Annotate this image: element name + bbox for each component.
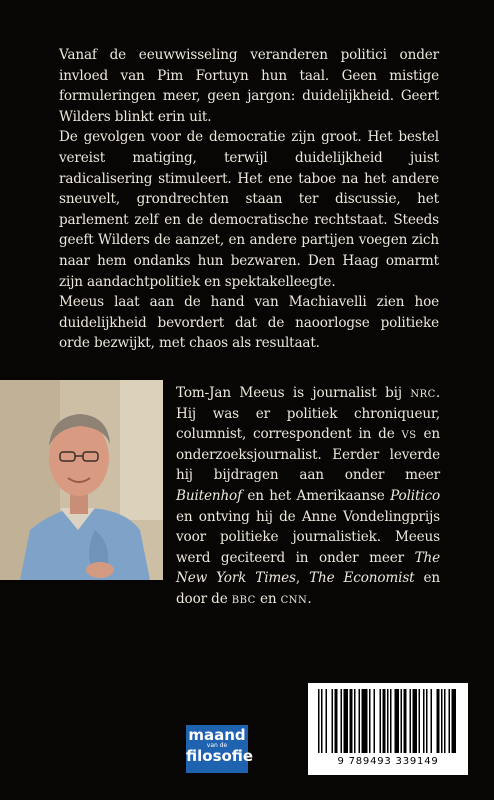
barcode-bar [374,689,376,753]
author-bio [176,383,440,610]
logo-line-1: maand [188,726,246,744]
barcode-bar [419,689,421,753]
barcode-bar [390,689,392,753]
isbn-barcode [308,683,468,775]
blurb-paragraph-3: Meeus laat aan de hand van Machiavelli zien hoe duidelijkheid bevordert dat de naoorlogse politieke orde bezwijkt, met chaos als resultaat. [59,294,439,352]
back-cover-blurb [59,45,439,354]
barcode-bar [326,689,328,753]
barcode-bar [441,689,443,753]
author-bio-text: Tom-Jan Meeus is journalist bij nrc. Hij was er politiek chroniqueur, columnist, correspondent in de vs en onderzoeksjournalist. Eerder leverde hij bijdragen aan onder meer Buitenhof en het Amerikaanse Politico en ontving hij de Anne Vondelingprijs voor politieke journalistiek. Meeus werd geciteerd in onder meer The New York Times, The Economist en door de bbc en cnn. [176,385,441,607]
barcode-bar [383,689,386,753]
logo-line-3: filosofie [186,747,254,765]
barcode-bar [449,689,451,753]
barcode-bars [318,689,458,753]
barcode-bar [413,689,418,753]
barcode-bar [444,689,446,753]
barcode-bar [350,689,353,753]
politico-title: Politico [390,487,440,504]
buitenhof-title: Buitenhof [176,487,242,504]
publisher-logo [186,725,254,773]
bbc-name: bbc [231,590,256,607]
barcode-bar [341,689,343,753]
barcode-bar [431,689,433,753]
nrc-name: nrc [410,385,436,401]
barcode-bar [359,689,361,753]
economist-title: The Economist [309,570,415,587]
barcode-bar [404,689,407,753]
barcode-bar [332,689,334,753]
isbn-number: 9 789493 339149 [337,756,439,767]
blurb-paragraph-2: De gevolgen voor de democratie zijn groot. Het bestel vereist matiging, terwijl duidelijkheid juist radicalisering stimuleert. Het ene taboe na het andere sneuvelt, grondrechten staan ter discussie, het parlement zelf en de democratische rechtstaat. Steeds geeft Wilders de aanzet, en andere partijen voegen zich naar hem ondanks hun bezwaren. Den Haag omarmt zijn aandachtpolitiek en spektakelleegte. [59,129,439,290]
barcode-bar [437,689,440,753]
barcode-bar [369,689,371,753]
vs-name: vs [401,426,417,443]
nyt-title: The New York Times [176,549,440,587]
barcode-bar [321,689,323,753]
barcode-bar [354,689,356,753]
barcode-bar [318,689,320,753]
barcode-bar [452,689,457,753]
barcode-bar [401,689,403,753]
barcode-bar [426,689,428,753]
barcode-bar [335,689,338,753]
barcode-bar [387,689,389,753]
logo-line-2: van de [206,742,228,749]
barcode-bar [395,689,400,753]
blurb-paragraph-1: Vanaf de eeuwwisseling veranderen politici onder invloed van Pim Fortuyn hun taal. Geen mistige formuleringen meer, geen jargon: duidelijkheid. Geert Wilders blinkt erin uit. [59,47,439,125]
barcode-bar [410,689,412,753]
author-photo [0,380,163,580]
barcode-bar [423,689,425,753]
barcode-bar [380,689,382,753]
author-portrait-drawing [0,380,163,580]
cnn-name: cnn [280,590,308,607]
barcode-bar [362,689,368,753]
barcode-bar [344,689,349,753]
